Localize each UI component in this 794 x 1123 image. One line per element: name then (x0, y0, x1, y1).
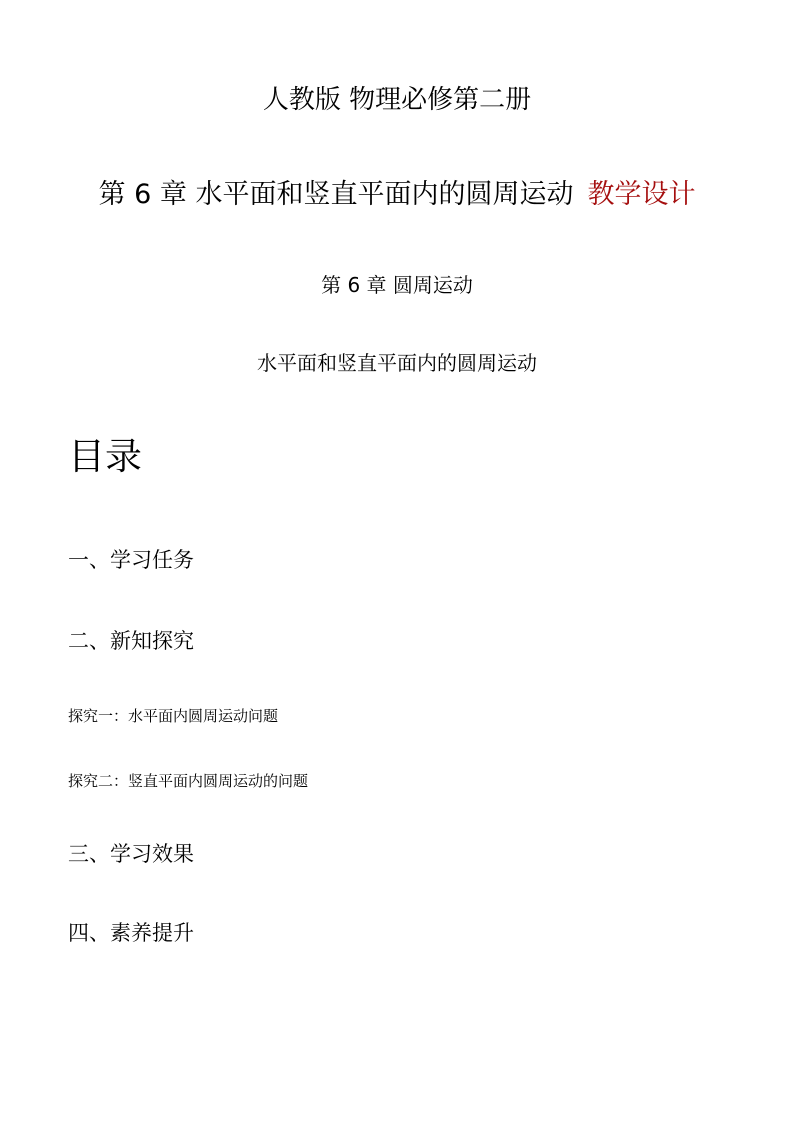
toc-item-learning-tasks[interactable]: 一、学习任务 (68, 548, 194, 572)
toc-subitem-vertical-circular-motion[interactable]: 探究二：竖直平面内圆周运动的问题 (68, 772, 309, 790)
toc-item-literacy-improvement[interactable]: 四、素养提升 (68, 921, 194, 945)
section-subtitle: 水平面和竖直平面内的圆周运动 (257, 351, 537, 375)
book-title: 人教版 物理必修第二册 (262, 85, 532, 115)
toc-item-learning-effect[interactable]: 三、学习效果 (68, 842, 194, 866)
chapter-heading-text: 第 6 章 水平面和竖直平面内的圆周运动 (98, 179, 574, 210)
toc-title: 目录 (68, 435, 142, 478)
chapter-heading-accent: 教学设计 (587, 179, 696, 210)
toc-item-new-knowledge[interactable]: 二、新知探究 (68, 629, 194, 653)
chapter-subtitle: 第 6 章 圆周运动 (321, 273, 473, 297)
chapter-heading (0, 176, 794, 214)
toc-subitem-horizontal-circular-motion[interactable]: 探究一：水平面内圆周运动问题 (68, 707, 279, 725)
